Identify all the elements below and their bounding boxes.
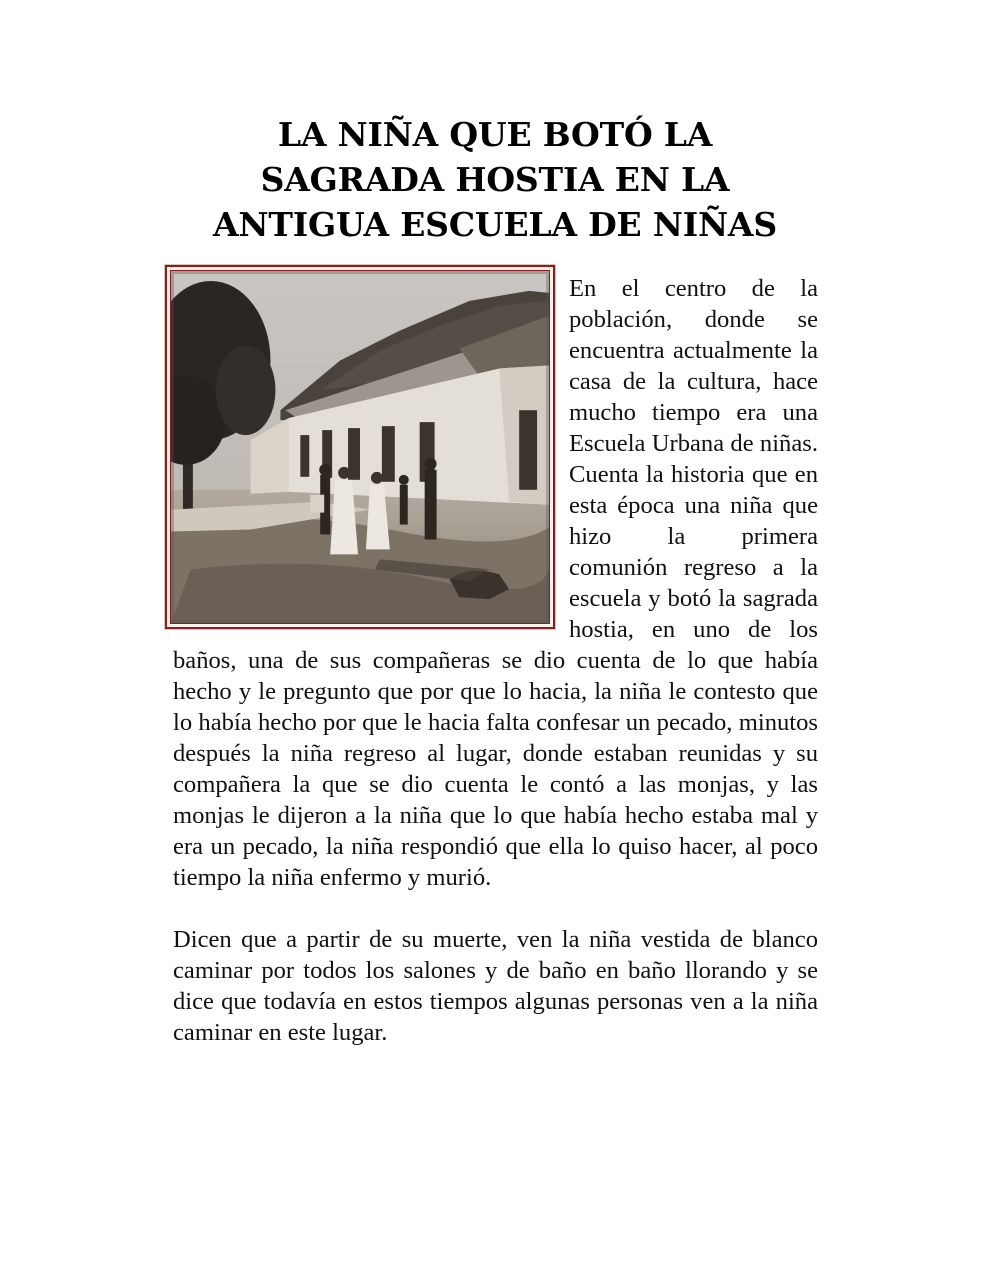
photo-image: [170, 270, 550, 624]
paragraph-2: Dicen que a partir de su muerte, ven la niña vestida de blanco caminar por todos los salones y de baño en baño llorando y se dice que todavía en estos tiempos algunas personas ven a la niña caminar en este lugar.: [173, 926, 818, 1046]
sepia-photo-illustration: [171, 271, 549, 623]
historic-school-photo: [165, 265, 555, 629]
article-body: [173, 273, 818, 1048]
title-line-3: ANTIGUA ESCUELA DE NIÑAS: [213, 205, 777, 244]
title-line-1: LA NIÑA QUE BOTÓ LA: [277, 115, 713, 154]
title-line-2: SAGRADA HOSTIA EN LA: [260, 160, 730, 199]
paragraph-1: En el centro de la población, donde se encuentra actualmente la casa de la cultura, hace mucho tiempo era una Escuela Urbana de niñas. Cuenta la historia que en esta época una niña que hizo la primera comunión regreso a la escuela y botó la sagrada hostia, en uno de los baños, una de sus compañeras se dio cuenta de lo que había hecho y le pregunto que por que lo hacia, la niña le contesto que lo había hecho por que le hacia falta confesar un pecado, minutos después la niña regreso al lugar, donde estaban reunidas y su compañera la que se dio cuenta le contó a las monjas, y las monjas le dijeron a la niña que lo que había hecho estaba mal y era un pecado, la niña respondió que ella lo quiso hacer, al poco tiempo la niña enfermo y murió.: [173, 275, 818, 891]
document-title: [160, 112, 830, 247]
